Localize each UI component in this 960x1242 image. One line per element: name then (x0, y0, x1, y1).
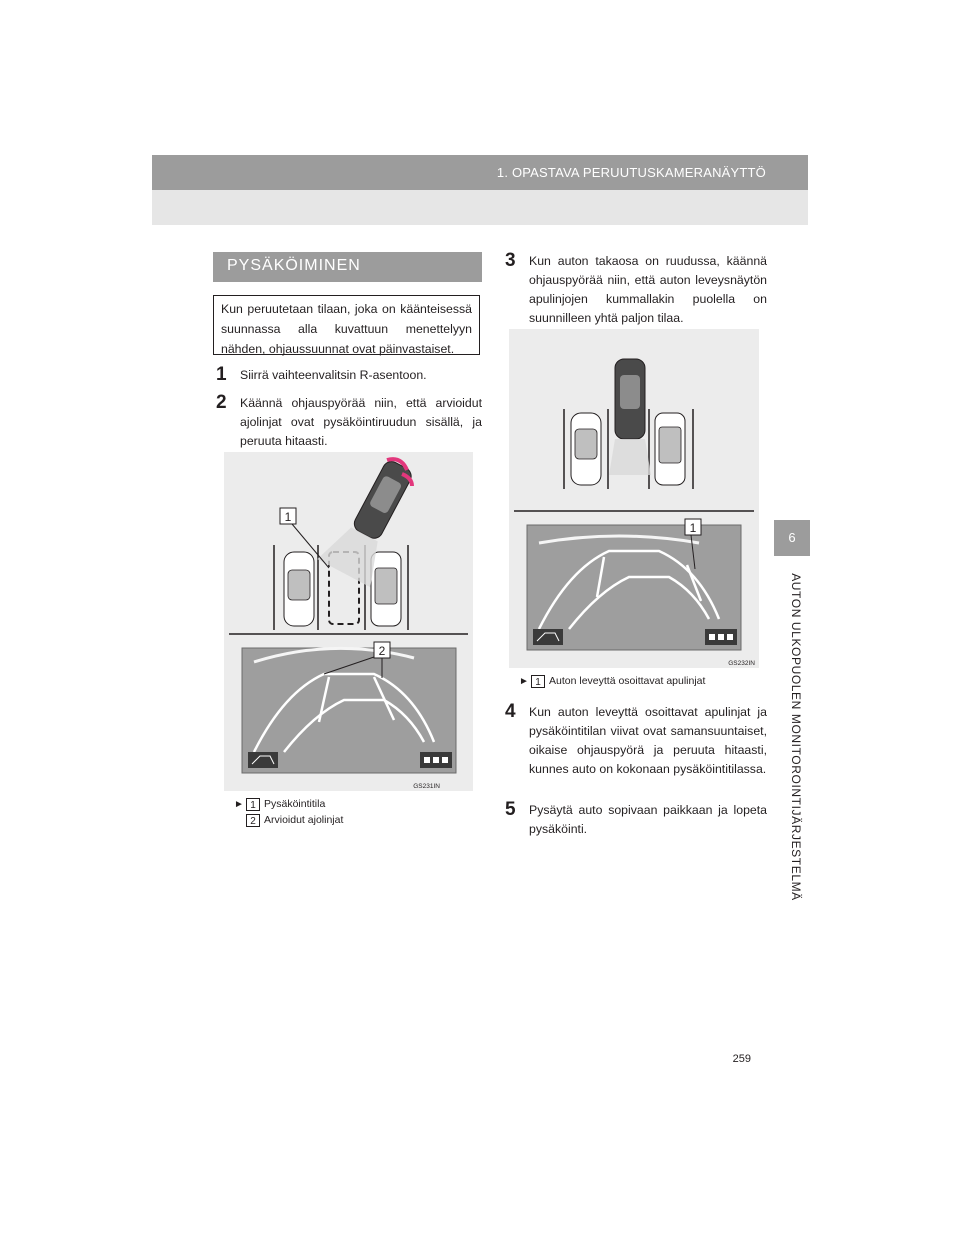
figure-code: GS232IN (728, 660, 755, 667)
legend-arrow-icon: ► (234, 799, 244, 810)
header-bar (152, 155, 808, 190)
step-text: Kun auton takaosa on ruudussa, käännä ohjauspyörää niin, että auton leveysnäytön apulinjojen kummallakin puolella on suunnilleen yhtä paljon tilaa. (529, 254, 767, 325)
parked-car-left-icon (284, 552, 314, 626)
legend-marker: 1 (246, 798, 260, 811)
callout-1: 1 (284, 510, 292, 524)
step-number: 3 (505, 250, 516, 271)
chapter-tab (774, 520, 810, 556)
legend-marker: 2 (246, 814, 260, 827)
step-number: 1 (216, 364, 227, 385)
step-1 (216, 366, 482, 385)
step-text: Siirrä vaihteenvalitsin R-asentoon. (240, 368, 427, 382)
step-text: Käännä ohjauspyörää niin, että arvioidut ajolinjat ovat pysäköintiruudun sisällä, ja peruuta hitaasti. (240, 396, 482, 448)
legend-label: Pysäköintitila (264, 798, 326, 810)
parking-diagram-2 (509, 329, 759, 668)
legend-label: Auton leveyttä osoittavat apulinjat (549, 675, 706, 687)
legend-marker: 1 (531, 675, 545, 688)
step-text: Pysäytä auto sopivaan paikkaan ja lopeta pysäköinti. (529, 803, 767, 836)
step-3 (505, 252, 767, 328)
legend-item (234, 797, 474, 813)
step-5 (505, 801, 767, 839)
step-2 (216, 394, 482, 451)
legend-item (519, 674, 769, 690)
page-number: 259 (732, 1053, 751, 1065)
parked-car-left-icon (571, 413, 601, 485)
step-4 (505, 703, 767, 779)
step-number: 4 (505, 701, 516, 722)
step-text: Kun auton leveyttä osoittavat apulinjat ja pysäköintitilan viivat ovat samansuuntaiset, oikaise ohjauspyörä ja peruuta hitaasti, kunnes auto on kokonaan pysäköintitilassa. (529, 705, 767, 776)
parking-figure-1 (224, 452, 473, 791)
legend-item (234, 813, 474, 829)
parking-diagram-1 (224, 452, 473, 791)
section-heading (213, 252, 482, 282)
figure-2-legend (519, 674, 769, 690)
chapter-side-label (786, 570, 803, 910)
chapter-number: 6 (788, 530, 796, 545)
step-number: 2 (216, 392, 227, 413)
callout-2: 2 (378, 644, 386, 658)
step-number: 5 (505, 799, 516, 820)
chapter-title: 1. OPASTAVA PERUUTUSKAMERANÄYTTÖ (496, 165, 766, 180)
callout-1: 1 (689, 521, 697, 535)
figure-code: GS231IN (413, 783, 440, 790)
chapter-side-label-text: AUTON ULKOPUOLEN MONITOROINTIJÄRJESTELMÄ (789, 573, 803, 901)
note-box: Kun peruutetaan tilaan, joka on käänteisessä suunnassa alla kuvattuun menettelyyn nähden, ohjaussuunnat ovat päinvastaiset. (213, 295, 480, 355)
reversing-car-icon (317, 452, 427, 587)
section-title: PYSÄKÖIMINEN (227, 257, 361, 274)
figure-1-legend (234, 797, 474, 829)
parking-figure-2 (509, 329, 759, 668)
parked-car-right-icon (655, 413, 685, 485)
reversing-car-icon (609, 359, 651, 475)
legend-arrow-icon: ► (519, 676, 529, 687)
legend-label: Arvioidut ajolinjat (264, 814, 344, 826)
parked-car-right-icon (371, 552, 401, 626)
